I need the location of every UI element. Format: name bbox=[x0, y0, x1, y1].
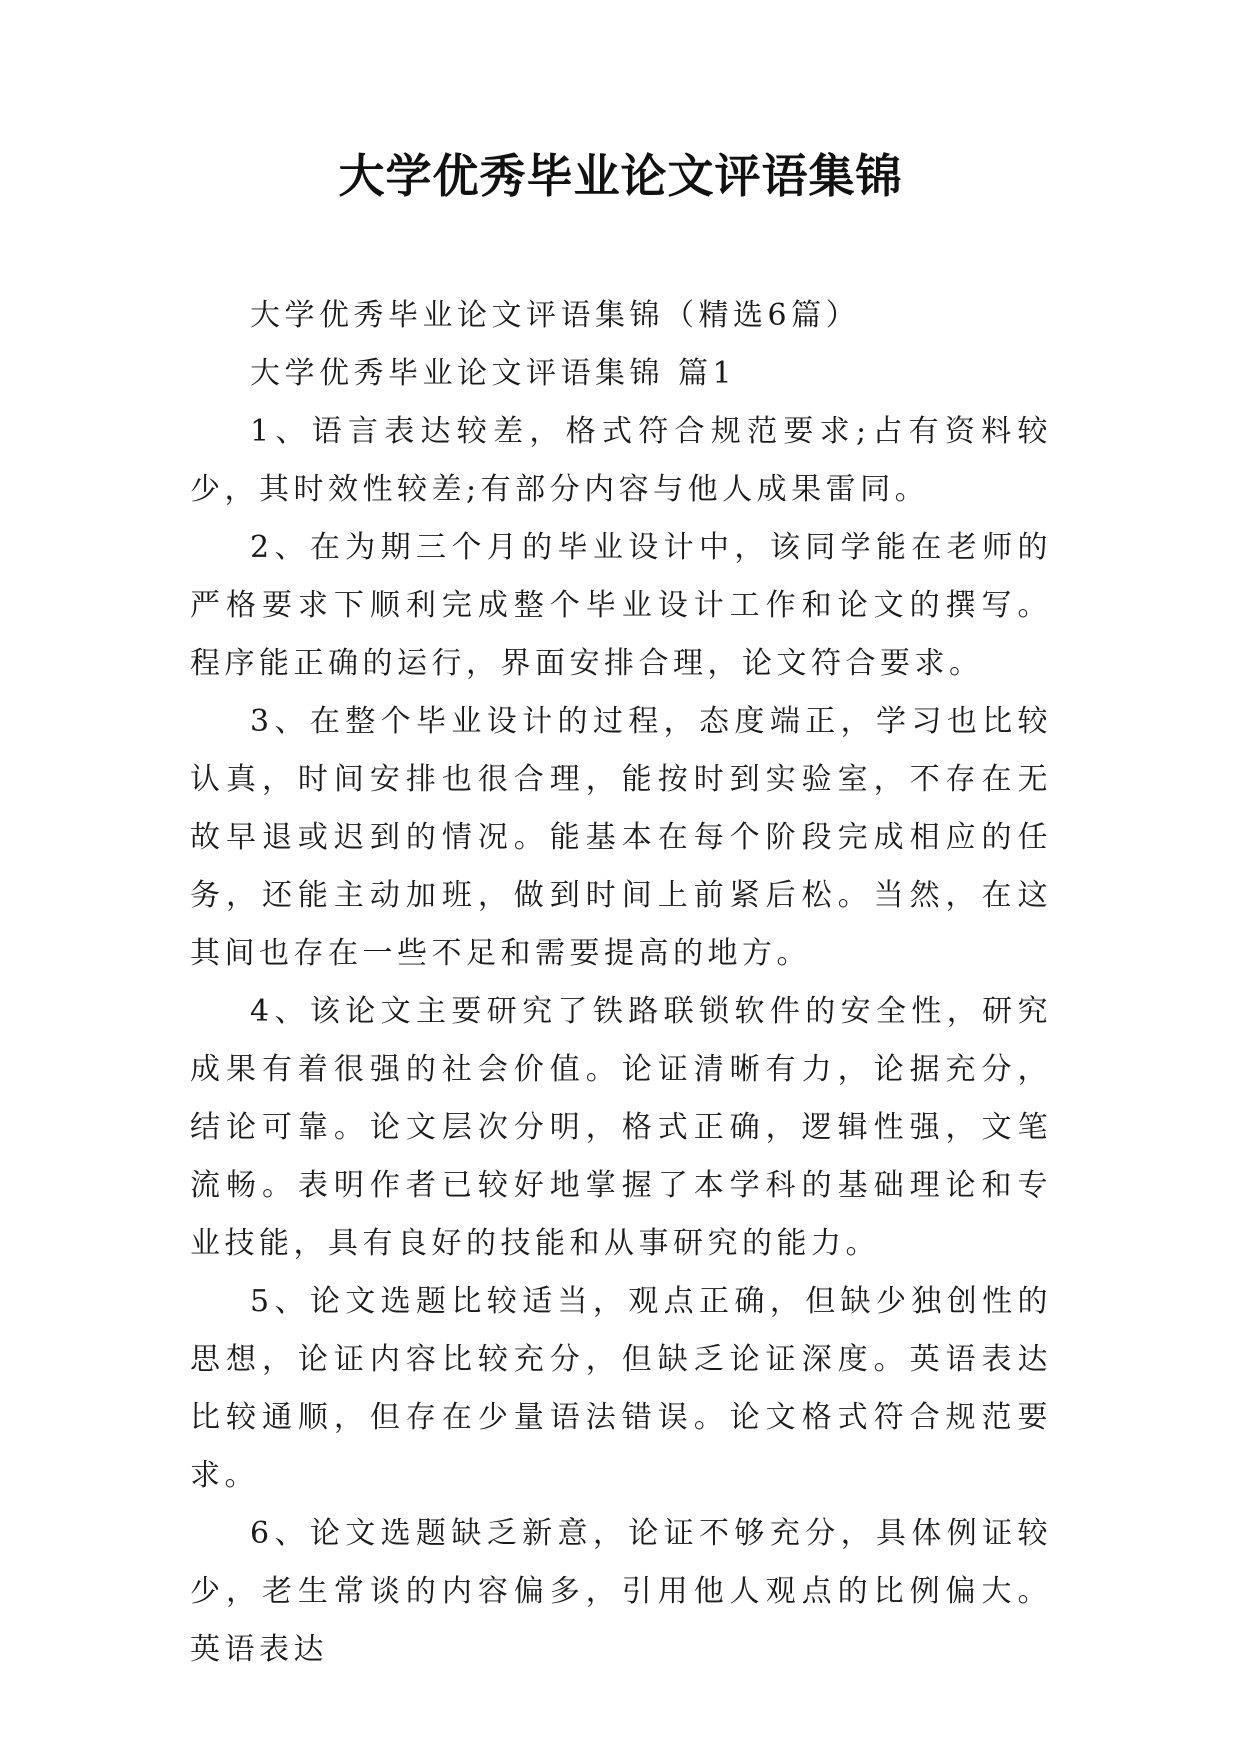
subtitle-paragraph: 大学优秀毕业论文评语集锦（精选6篇） bbox=[250, 298, 861, 333]
comment-paragraph-1: 1、语言表达较差，格式符合规范要求;占有资料较少，其时效性较差;有部分内容与他人成果雷同。 bbox=[190, 414, 1052, 507]
comment-paragraph-2: 2、在为期三个月的毕业设计中，该同学能在老师的严格要求下顺利完成整个毕业设计工作和论文的撰写。程序能正确的运行，界面安排合理，论文符合要求。 bbox=[190, 530, 1052, 681]
comment-paragraph-6: 6、论文选题缺乏新意，论证不够充分，具体例证较少，老生常谈的内容偏多，引用他人观点的比例偏大。英语表达 bbox=[190, 1516, 1052, 1667]
document-body bbox=[190, 287, 1052, 1679]
document-title: 大学优秀毕业论文评语集锦 bbox=[338, 149, 903, 203]
section-heading: 大学优秀毕业论文评语集锦 篇1 bbox=[250, 356, 737, 391]
comment-paragraph-4: 4、该论文主要研究了铁路联锁软件的安全性，研究成果有着很强的社会价值。论证清晰有力，论据充分，结论可靠。论文层次分明，格式正确，逻辑性强，文笔流畅。表明作者已较好地掌握了本学科的基础理论和专业技能，具有良好的技能和从事研究的能力。 bbox=[190, 994, 1052, 1261]
comment-paragraph-3: 3、在整个毕业设计的过程，态度端正，学习也比较认真，时间安排也很合理，能按时到实验室，不存在无故早退或迟到的情况。能基本在每个阶段完成相应的任务，还能主动加班，做到时间上前紧后松。当然，在这其间也存在一些不足和需要提高的地方。 bbox=[190, 704, 1052, 971]
comment-paragraph-5: 5、论文选题比较适当，观点正确，但缺少独创性的思想，论证内容比较充分，但缺乏论证深度。英语表达比较通顺，但存在少量语法错误。论文格式符合规范要求。 bbox=[190, 1284, 1052, 1493]
